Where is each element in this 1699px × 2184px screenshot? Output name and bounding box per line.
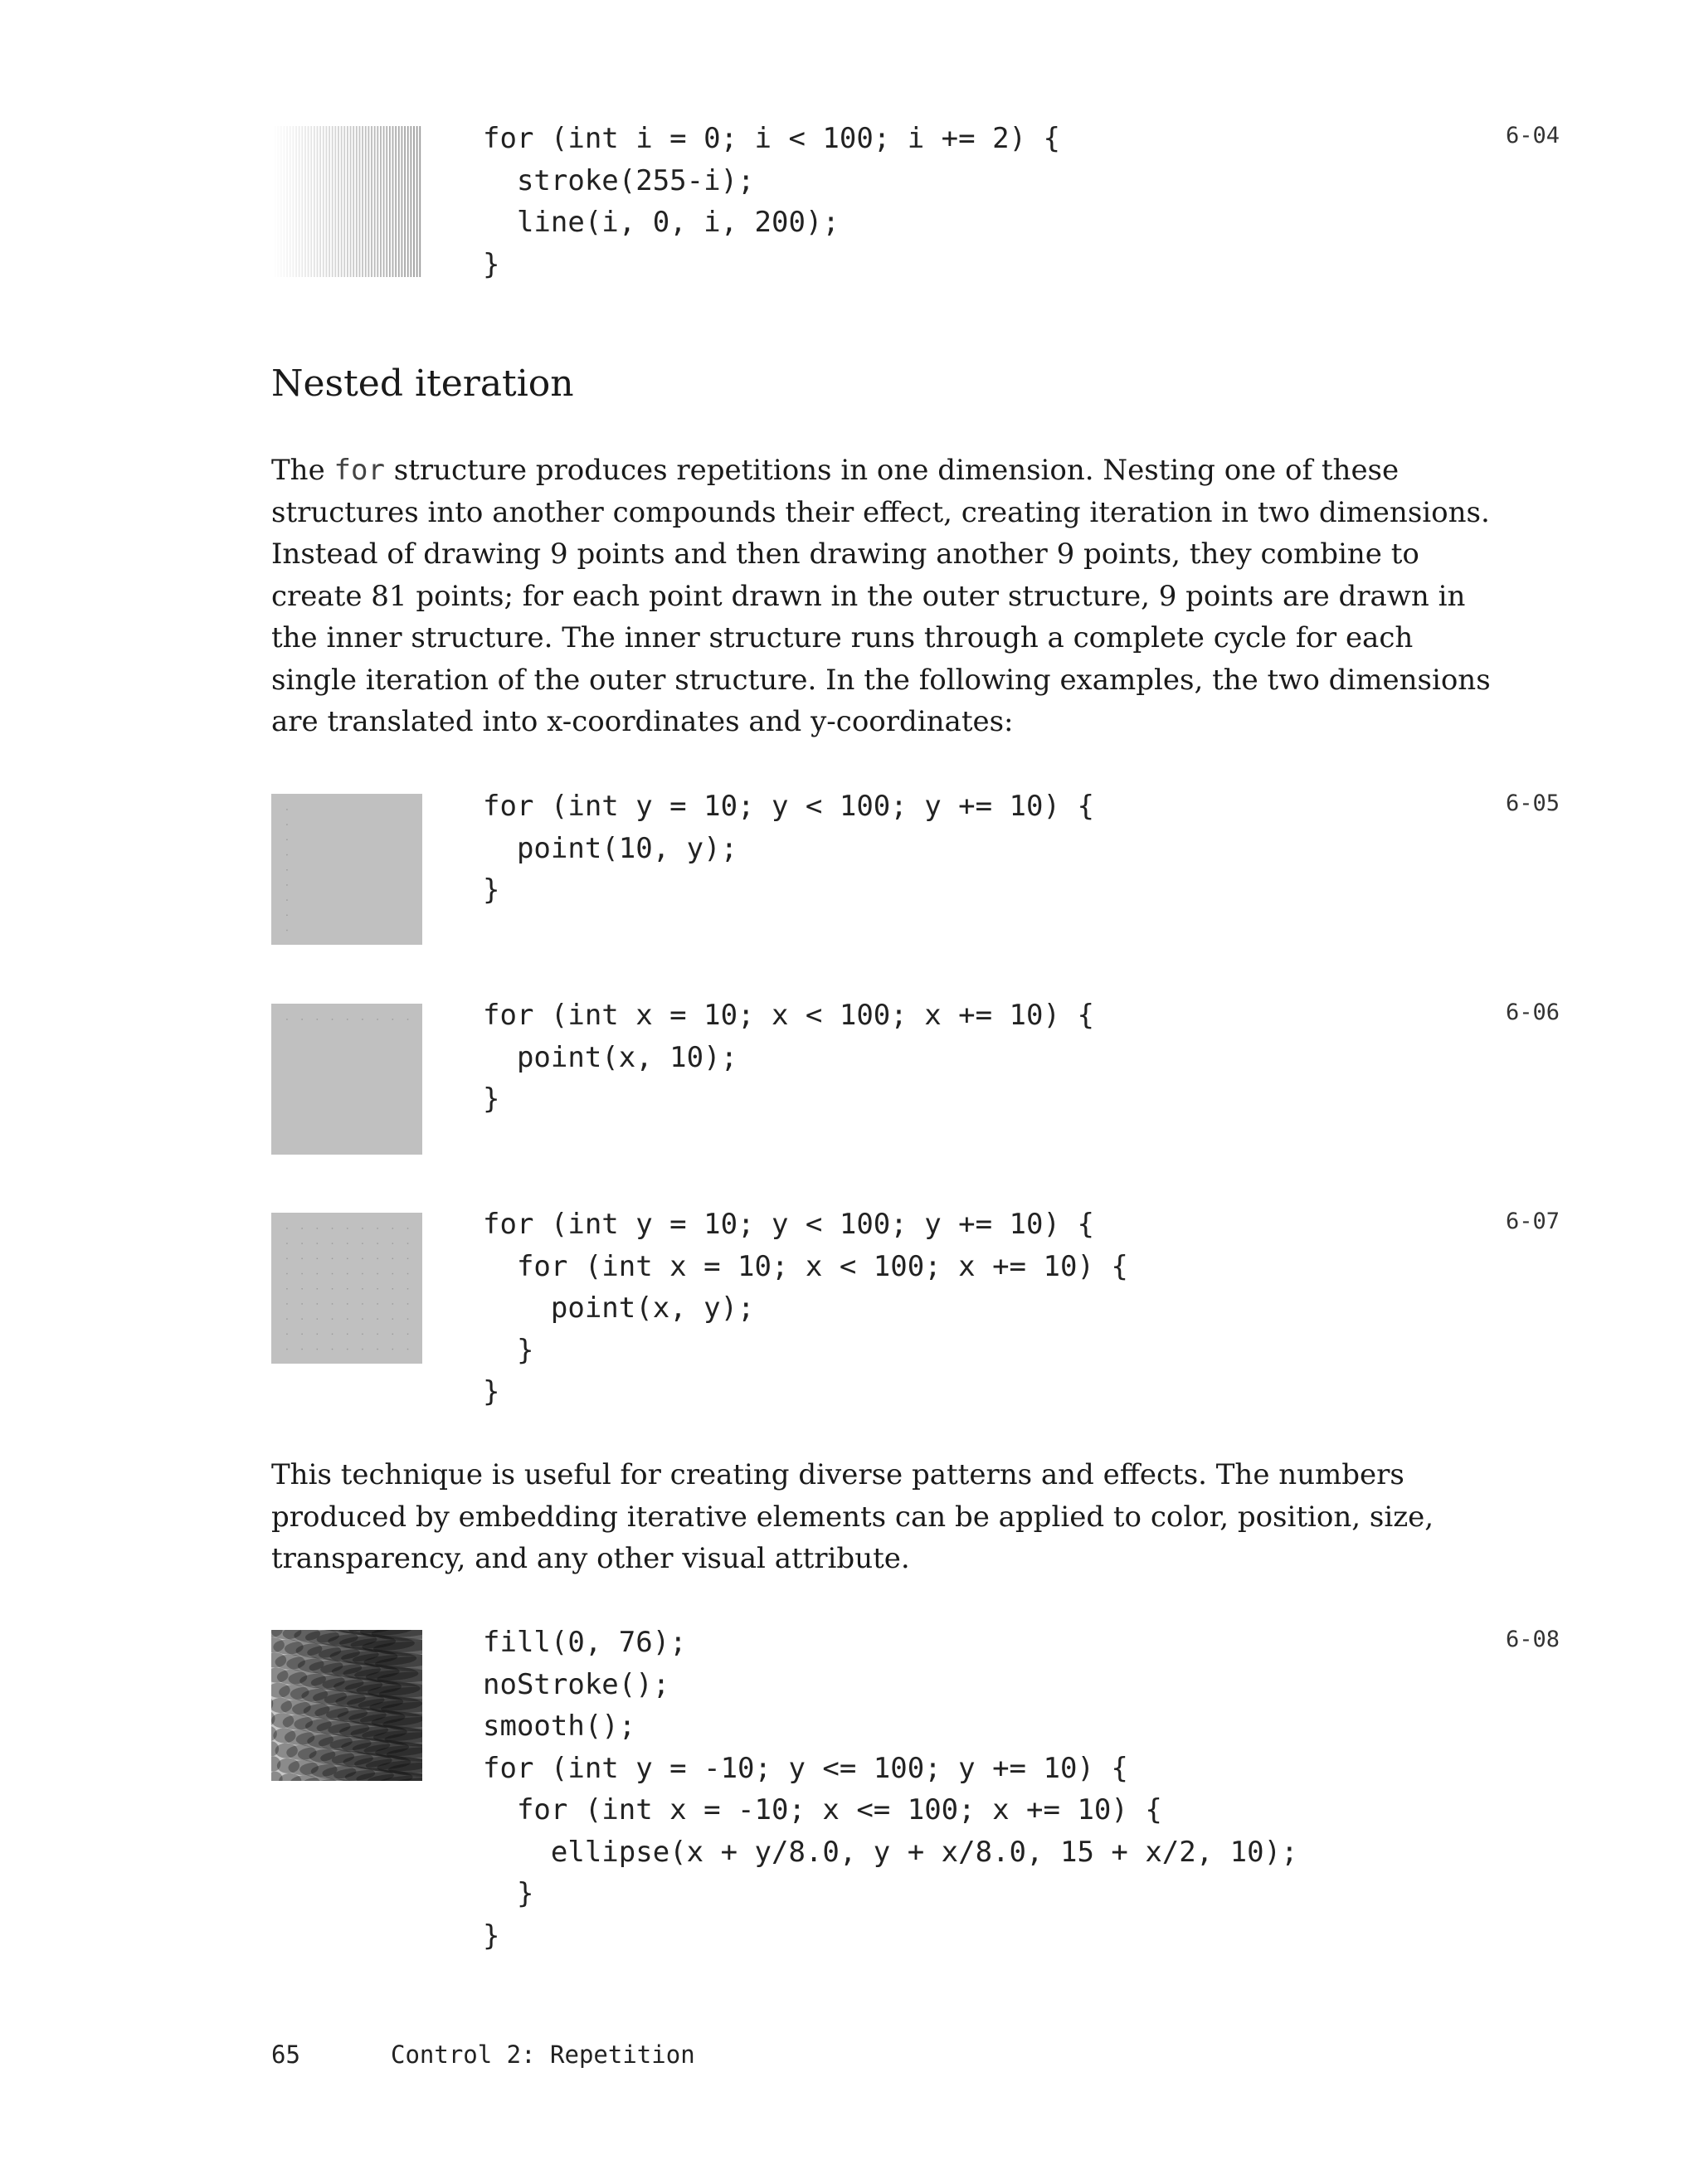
point (362, 1258, 363, 1259)
point (317, 1349, 318, 1350)
point (286, 1258, 287, 1259)
point (332, 1288, 333, 1289)
example-number-6-05: 6-05 (1506, 790, 1560, 816)
point (301, 1273, 302, 1274)
point (301, 1334, 302, 1335)
point (362, 1273, 363, 1274)
point (392, 1349, 393, 1350)
point (286, 1273, 287, 1274)
point (362, 1334, 363, 1335)
point (347, 1318, 348, 1319)
point (286, 854, 287, 855)
point (332, 1303, 333, 1304)
intro-paragraph (271, 450, 1491, 743)
point (362, 1288, 363, 1289)
code-block-6-08: fill(0, 76); noStroke(); smooth(); for (int y = -10; y <= 100; y += 10) { for (int x = -10; x <= 100; x += 10) { ellipse(x + y/8.0, y + x/8.0, 15 + x/2, 10); } } (483, 1626, 1298, 1953)
code-block-6-04: for (int i = 0; i < 100; i += 2) { stroke(255-i); line(i, 0, i, 200); } (483, 122, 1060, 281)
example-6-06-thumbnail (271, 1004, 422, 1155)
point (286, 1349, 287, 1350)
example-number-6-04: 6-04 (1506, 123, 1560, 148)
example-number-6-08: 6-08 (1506, 1627, 1560, 1652)
inline-code-for: for (333, 454, 385, 487)
point (407, 1334, 408, 1335)
vertical-points (286, 809, 287, 931)
point (332, 1258, 333, 1259)
point (392, 1258, 393, 1259)
point (317, 1273, 318, 1274)
example-6-04-thumbnail (271, 126, 422, 277)
point (286, 915, 287, 916)
point (407, 1349, 408, 1350)
point (332, 1273, 333, 1274)
point (407, 1258, 408, 1259)
point (332, 1349, 333, 1350)
point (317, 1288, 318, 1289)
example-number-6-07: 6-07 (1506, 1209, 1560, 1234)
chapter-title: Control 2: Repetition (391, 2041, 695, 2069)
point (286, 809, 287, 810)
point (362, 1303, 363, 1304)
point (286, 930, 287, 931)
point (392, 1318, 393, 1319)
point (347, 1258, 348, 1259)
point (392, 1303, 393, 1304)
point (286, 884, 287, 885)
example-number-6-06: 6-06 (1506, 1000, 1560, 1025)
paragraph-rest: structure produces repetitions in one dimension. Nesting one of these structures into another compounds their effect, creating iteration in two dimensions. Instead of drawing 9 points and then drawing another 9 points, they combine to create 81 points; for each point drawn in the outer structure, 9 points are drawn in the inner structure. The inner structure runs through a complete cycle for each single iteration of the outer structure. In the following examples, the two dimensions are translated into x-coordinates and y-coordinates: (271, 454, 1491, 738)
example-6-07-thumbnail (271, 1213, 422, 1364)
point (407, 1288, 408, 1289)
code-block-6-07: for (int y = 10; y < 100; y += 10) { for (int x = 10; x < 100; x += 10) { point(x, y); } } (483, 1208, 1128, 1408)
point (362, 1349, 363, 1350)
point (407, 1273, 408, 1274)
point (347, 1334, 348, 1335)
point (347, 1288, 348, 1289)
point (317, 1334, 318, 1335)
point (347, 1303, 348, 1304)
point (407, 1318, 408, 1319)
example-6-05-thumbnail (271, 794, 422, 945)
point (301, 1258, 302, 1259)
point (286, 839, 287, 840)
section-heading: Nested iteration (271, 362, 574, 405)
point (301, 1288, 302, 1289)
point (286, 1303, 287, 1304)
point (301, 1318, 302, 1319)
point (317, 1303, 318, 1304)
ellipse-pattern (271, 1630, 422, 1781)
point (286, 1334, 287, 1335)
example-6-08-thumbnail (271, 1630, 422, 1781)
code-block-6-06: for (int x = 10; x < 100; x += 10) { point(x, 10); } (483, 999, 1094, 1116)
point (392, 1334, 393, 1335)
code-block-6-05: for (int y = 10; y < 100; y += 10) { point(10, y); } (483, 790, 1094, 907)
point (392, 1273, 393, 1274)
point (317, 1318, 318, 1319)
grid-points (286, 1228, 408, 1350)
point (407, 1303, 408, 1304)
point (362, 1318, 363, 1319)
point (301, 1303, 302, 1304)
point (301, 1349, 302, 1350)
point (286, 1288, 287, 1289)
point (332, 1318, 333, 1319)
point (286, 1318, 287, 1319)
paragraph-lead: The (271, 454, 334, 487)
point (286, 869, 287, 870)
technique-paragraph: This technique is useful for creating diverse patterns and effects. The numbers produced by embedding iterative elements can be applied to color, position, size, transparency, and any other visual attribute. (271, 1458, 1434, 1575)
point (317, 1258, 318, 1259)
point (332, 1334, 333, 1335)
point (286, 899, 287, 900)
point (347, 1273, 348, 1274)
gradient-lines (272, 126, 420, 277)
point (392, 1288, 393, 1289)
page-number: 65 (271, 2041, 300, 2069)
point (347, 1349, 348, 1350)
